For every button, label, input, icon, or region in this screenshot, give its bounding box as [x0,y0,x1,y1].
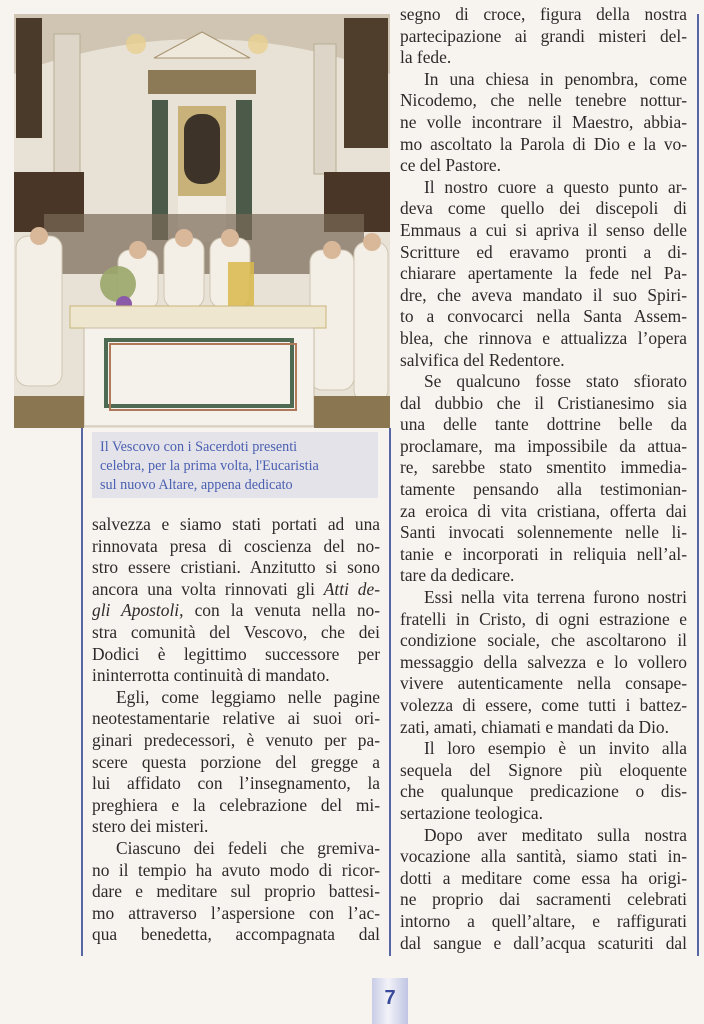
text-line: ne volle incontrare il Maestro, abbia- [400,111,687,132]
text-line: Essi nella vita terrena furono nostri [424,587,687,608]
text-run: con la venuta nella no- [183,600,381,621]
caption-line: celebra, per la prima volta, l'Eucaristia [100,458,319,474]
caption-line: sul nuovo Altare, appena dedicato [100,477,293,493]
text-line: proclamare, ma impossibile da attua- [400,435,687,456]
text-line: Scritture ed eravamo pronti a di- [400,241,687,262]
text-line: ininterrotta continuità di mandato. [92,665,330,686]
text-line: salvezza e siamo stati portati ad una [92,514,380,534]
text-line: Santi invocati solennemente nelle li- [400,522,687,543]
italic-title: gli Apostoli, [92,600,184,621]
text-line [92,579,380,601]
text-line: volezza di essere, come tutti i battez- [400,695,687,715]
church-altar-photo [14,14,390,428]
text-line: intorno a quell’altare, e raffigurati [400,910,687,931]
text-line: vocazione alla santità, siamo stati in- [400,846,687,867]
text-line: Egli, come leggiamo nelle pagine [116,686,380,707]
madonna-painting [184,114,220,184]
text-line: vivere autenticamente nella consape- [400,673,687,694]
text-line: fratelli in Cristo, di ogni estrazione e [400,608,687,629]
text-line: blea, che rinnova e attualizza l’opera [400,327,687,348]
text-line: tanie e incorporati in reliquia nell’al- [400,543,687,564]
text-line: qua benedetta, accompagnata dal [92,924,380,945]
right-text-column [400,4,687,954]
text-line: ne proprio dai sacramenti celebrati [400,889,687,910]
photo-caption [92,432,378,498]
text-line: zati, amati, chiamati e mandati da Dio. [400,716,669,737]
text-line [92,600,380,622]
left-text-column [92,514,380,946]
caption-line: Il Vescovo con i Sacerdoti presenti [100,439,298,455]
text-line: che qualunque predicazione o dis- [400,781,687,802]
text-line: Ciascuno dei fedeli che gremiva- [116,837,380,858]
right-column-rule-right [697,14,699,956]
chandelier [248,34,268,54]
text-line: una delle tante dottrine belle da [400,414,687,435]
text-line: sequela del Signore più eloquente [400,759,687,780]
text-line: In una chiesa in penombra, come [424,68,687,89]
text-line: dre, che aveva mandato il suo Spiri- [400,284,687,305]
text-line: partecipazione ai grandi misteri del- [400,25,687,46]
altar-cloth [70,306,326,328]
left-painting [16,18,42,138]
text-line: Se qualcuno fosse stato sfiorato [424,371,687,392]
text-line: stro essere cristiani. Anzitutto si sono [92,557,380,578]
text-line: ginari predecessori, è venuto per pa- [92,729,380,750]
text-line: re, sarebbe stato smentito immedia- [400,457,687,478]
text-line: Il nostro cuore a questo punto ar- [424,176,687,197]
left-column-rule-left [81,428,83,956]
page-number: 7 [372,978,408,1024]
text-line: preghiera e la celebrazione del mi- [92,794,380,815]
text-line: Emmaus a cui si apriva il senso delle [400,219,687,240]
text-line: dal sangue e dall’acqua scaturiti dal [400,932,687,953]
text-line: ce del Pastore. [400,155,501,176]
text-line: rinnovata presa di coscienza del no- [92,535,380,556]
text-line: chiarare apertamente la fede nel Pa- [400,263,687,284]
italic-title: Atti de- [323,578,381,599]
right-painting [344,18,388,148]
text-line: dare e meditare sul proprio battesi- [92,881,380,902]
text-line: salvifica del Redentore. [400,349,565,370]
text-line: Il loro esempio è un invito alla [424,738,687,759]
text-line: dotti a meditare come essa ha origi- [400,867,687,888]
text-line: Dodici è legittimo successore per [92,643,380,664]
text-line: no il tempio ha avuto modo di ricor- [92,859,380,880]
text-line: messaggio della salvezza e lo vollero [400,651,687,672]
text-line: lui affidato con l’insegnamento, la [92,773,380,794]
text-line: to a convocarci nella Santa Assem- [400,306,687,327]
chandelier [126,34,146,54]
text-line: dal dubbio che il Cristianesimo sia [400,392,687,413]
photo-illustration [14,14,390,428]
text-line: deva come quello dei discepoli di [400,198,687,219]
text-line: stra comunità del Vescovo, che dei [92,621,380,642]
text-line: scere questa porzione del gregge a [92,751,380,772]
text-line: Nicodemo, che nelle tenebre nottur- [400,90,687,111]
text-line: tare da dedicare. [400,565,515,586]
text-line: neotestamentarie relative ai suoi ori- [92,708,380,729]
text-line: sertazione teologica. [400,802,543,823]
text-line: condizione sociale, che ascoltarono il [400,630,687,651]
text-line: Dopo aver meditato sulla nostra [424,824,687,845]
text-line: la fede. [400,47,452,68]
text-line: tamente pensando alla testimonian- [400,479,687,500]
text-line: za eroica di vita cristiana, offerta dai [400,500,687,521]
altar [84,328,314,426]
text-run: ancora una volta rinnovati gli [92,578,324,599]
text-line: stero dei misteri. [92,816,209,837]
text-line: segno di croce, figura della nostra [400,4,687,24]
text-line: mo ascoltato la Parola di Dio e la vo- [400,133,687,154]
text-line: mo attraverso l’aspersione con l’ac- [92,902,380,923]
left-column-rule-right [389,428,391,956]
